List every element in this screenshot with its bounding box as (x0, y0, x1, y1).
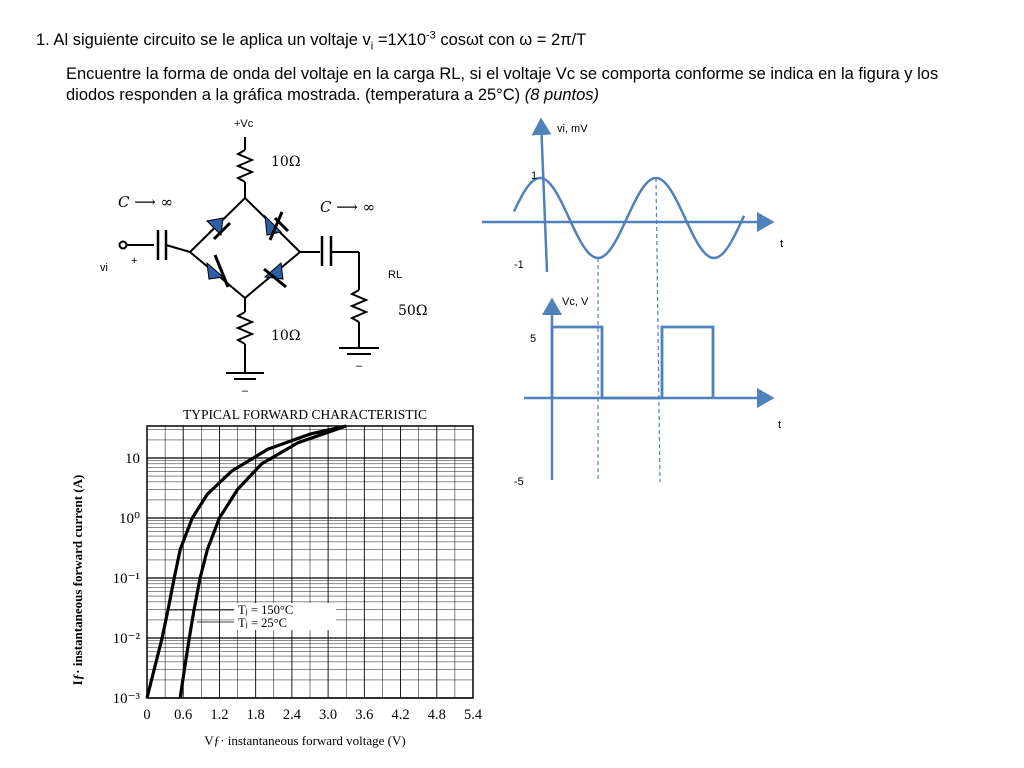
r-top-label: 10Ω (271, 154, 301, 170)
problem-points: (8 puntos) (524, 86, 600, 104)
vi-label: vi (100, 262, 108, 274)
chart-grid (147, 426, 473, 698)
vi-tick-neg: -1 (514, 259, 524, 271)
vc-ylabel: Vc, V (562, 296, 589, 308)
y-tick-label: 10⁻³ (112, 691, 140, 707)
problem-mid: =1X10 (373, 31, 426, 49)
problem-tail: cosωt con ω = 2π/T (435, 31, 587, 49)
chart-x-ticks (143, 707, 482, 723)
cap-left-label: C ⟶ ∞ (118, 193, 174, 211)
x-tick-label: 0.6 (174, 707, 193, 723)
x-tick-label: 5.4 (463, 707, 483, 723)
problem-body-text: Encuentre la forma de onda del voltaje en la carga RL, si el voltaje Vc se comporta conforme se indica en la figura y los diodos responden a la gráfica mostrada. (temperatura a 25°C) (66, 65, 939, 104)
vc-tick-pos: 5 (530, 333, 537, 345)
x-tick-label: 1.8 (246, 707, 265, 723)
vi-xlabel: t (780, 238, 784, 250)
curve-150c (147, 426, 346, 698)
plus-label: + (131, 255, 138, 267)
x-tick-label: 1.2 (210, 707, 229, 723)
ground-minus-right: – (356, 360, 363, 372)
x-tick-label: 3.0 (319, 707, 338, 723)
legend-150: Tⱼ = 150°C (238, 603, 294, 617)
y-tick-label: 10⁻² (112, 631, 140, 647)
x-tick-label: 4.2 (391, 707, 410, 723)
x-tick-label: 4.8 (427, 707, 446, 723)
cap-right-label: C ⟶ ∞ (320, 198, 376, 216)
x-tick-label: 3.6 (355, 707, 374, 723)
vc-xlabel: t (778, 419, 782, 431)
y-tick-label: 10⁻¹ (112, 571, 140, 587)
vi-tick-pos: 1 (531, 170, 538, 182)
problem-sup: -3 (426, 29, 436, 42)
vi-ylabel: vi, mV (557, 123, 588, 135)
chart-title: TYPICAL FORWARD CHARACTERISTIC (182, 407, 428, 422)
x-tick-label: 2.4 (282, 707, 301, 723)
y-tick-label: 10⁰ (118, 511, 140, 527)
problem-lead: 1. Al siguiente circuito se le aplica un voltaje v (36, 31, 371, 49)
y-tick-label: 10 (125, 451, 140, 467)
chart-xlabel: Vƒ· instantaneous forward voltage (V) (204, 733, 406, 748)
rl-label: RL (388, 269, 403, 281)
problem-sub: i (370, 40, 374, 53)
chart-curves (147, 426, 346, 698)
curve-25c (180, 426, 346, 698)
chart-y-ticks (113, 451, 141, 707)
x-tick-label: 0 (143, 707, 151, 723)
r-load-label: 50Ω (398, 303, 428, 319)
vc-label: +Vc (234, 118, 254, 130)
vc-tick-neg: -5 (514, 476, 524, 488)
r-bottom-label: 10Ω (271, 328, 301, 344)
ground-minus-left: – (242, 385, 249, 397)
chart-ylabel: Iƒ· instantaneous forward current (A) (70, 474, 85, 686)
legend-25: Tⱼ = 25°C (238, 616, 287, 630)
